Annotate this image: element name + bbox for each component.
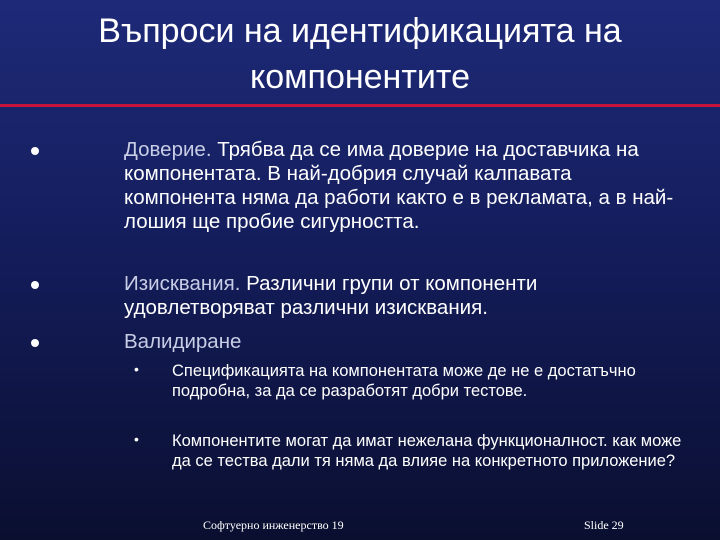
bullet-dot-icon [31,147,39,155]
slide-title-line-1: Въпроси на идентификацията на [98,12,622,50]
slide-title [0,8,720,100]
bullet-dot-icon [31,281,39,289]
footer-course-name: Софтуерно инженерство 19 [203,518,344,532]
bullet-body: Трябва да се има доверие на доставчика на компонентата. В най-добрия случай калпавата компонента няма да работи както е в рекламата, а в най-лошия ще пробие сигурността. [124,138,674,233]
footer-slide-number: Slide 29 [584,518,624,532]
sub-bullet-text: Компонентите могат да имат нежелана функционалност. как може да се тества дали тя няма да влияе на конкретното приложение? [172,432,682,470]
bullet-keyword: Доверие. [124,138,212,161]
bullet-keyword: Изисквания. [124,272,241,295]
bullet-dot-icon [31,339,39,347]
bullet-text [124,272,684,320]
title-underline [0,104,720,107]
bullet-text [124,138,684,234]
bullet-keyword: Валидиране [124,330,242,353]
bullet-text [124,330,684,354]
sub-bullet-marker-icon: • [134,431,139,447]
sub-bullet-text: Спецификацията на компонентата може де не е достатъчно подробна, за да се разработят добри тестове. [172,362,636,400]
slide-title-line-2: компонентите [250,58,470,96]
sub-bullet-marker-icon: • [134,361,139,377]
bullet-body: Различни групи от компоненти удовлетворяват различни изисквания. [124,272,538,319]
